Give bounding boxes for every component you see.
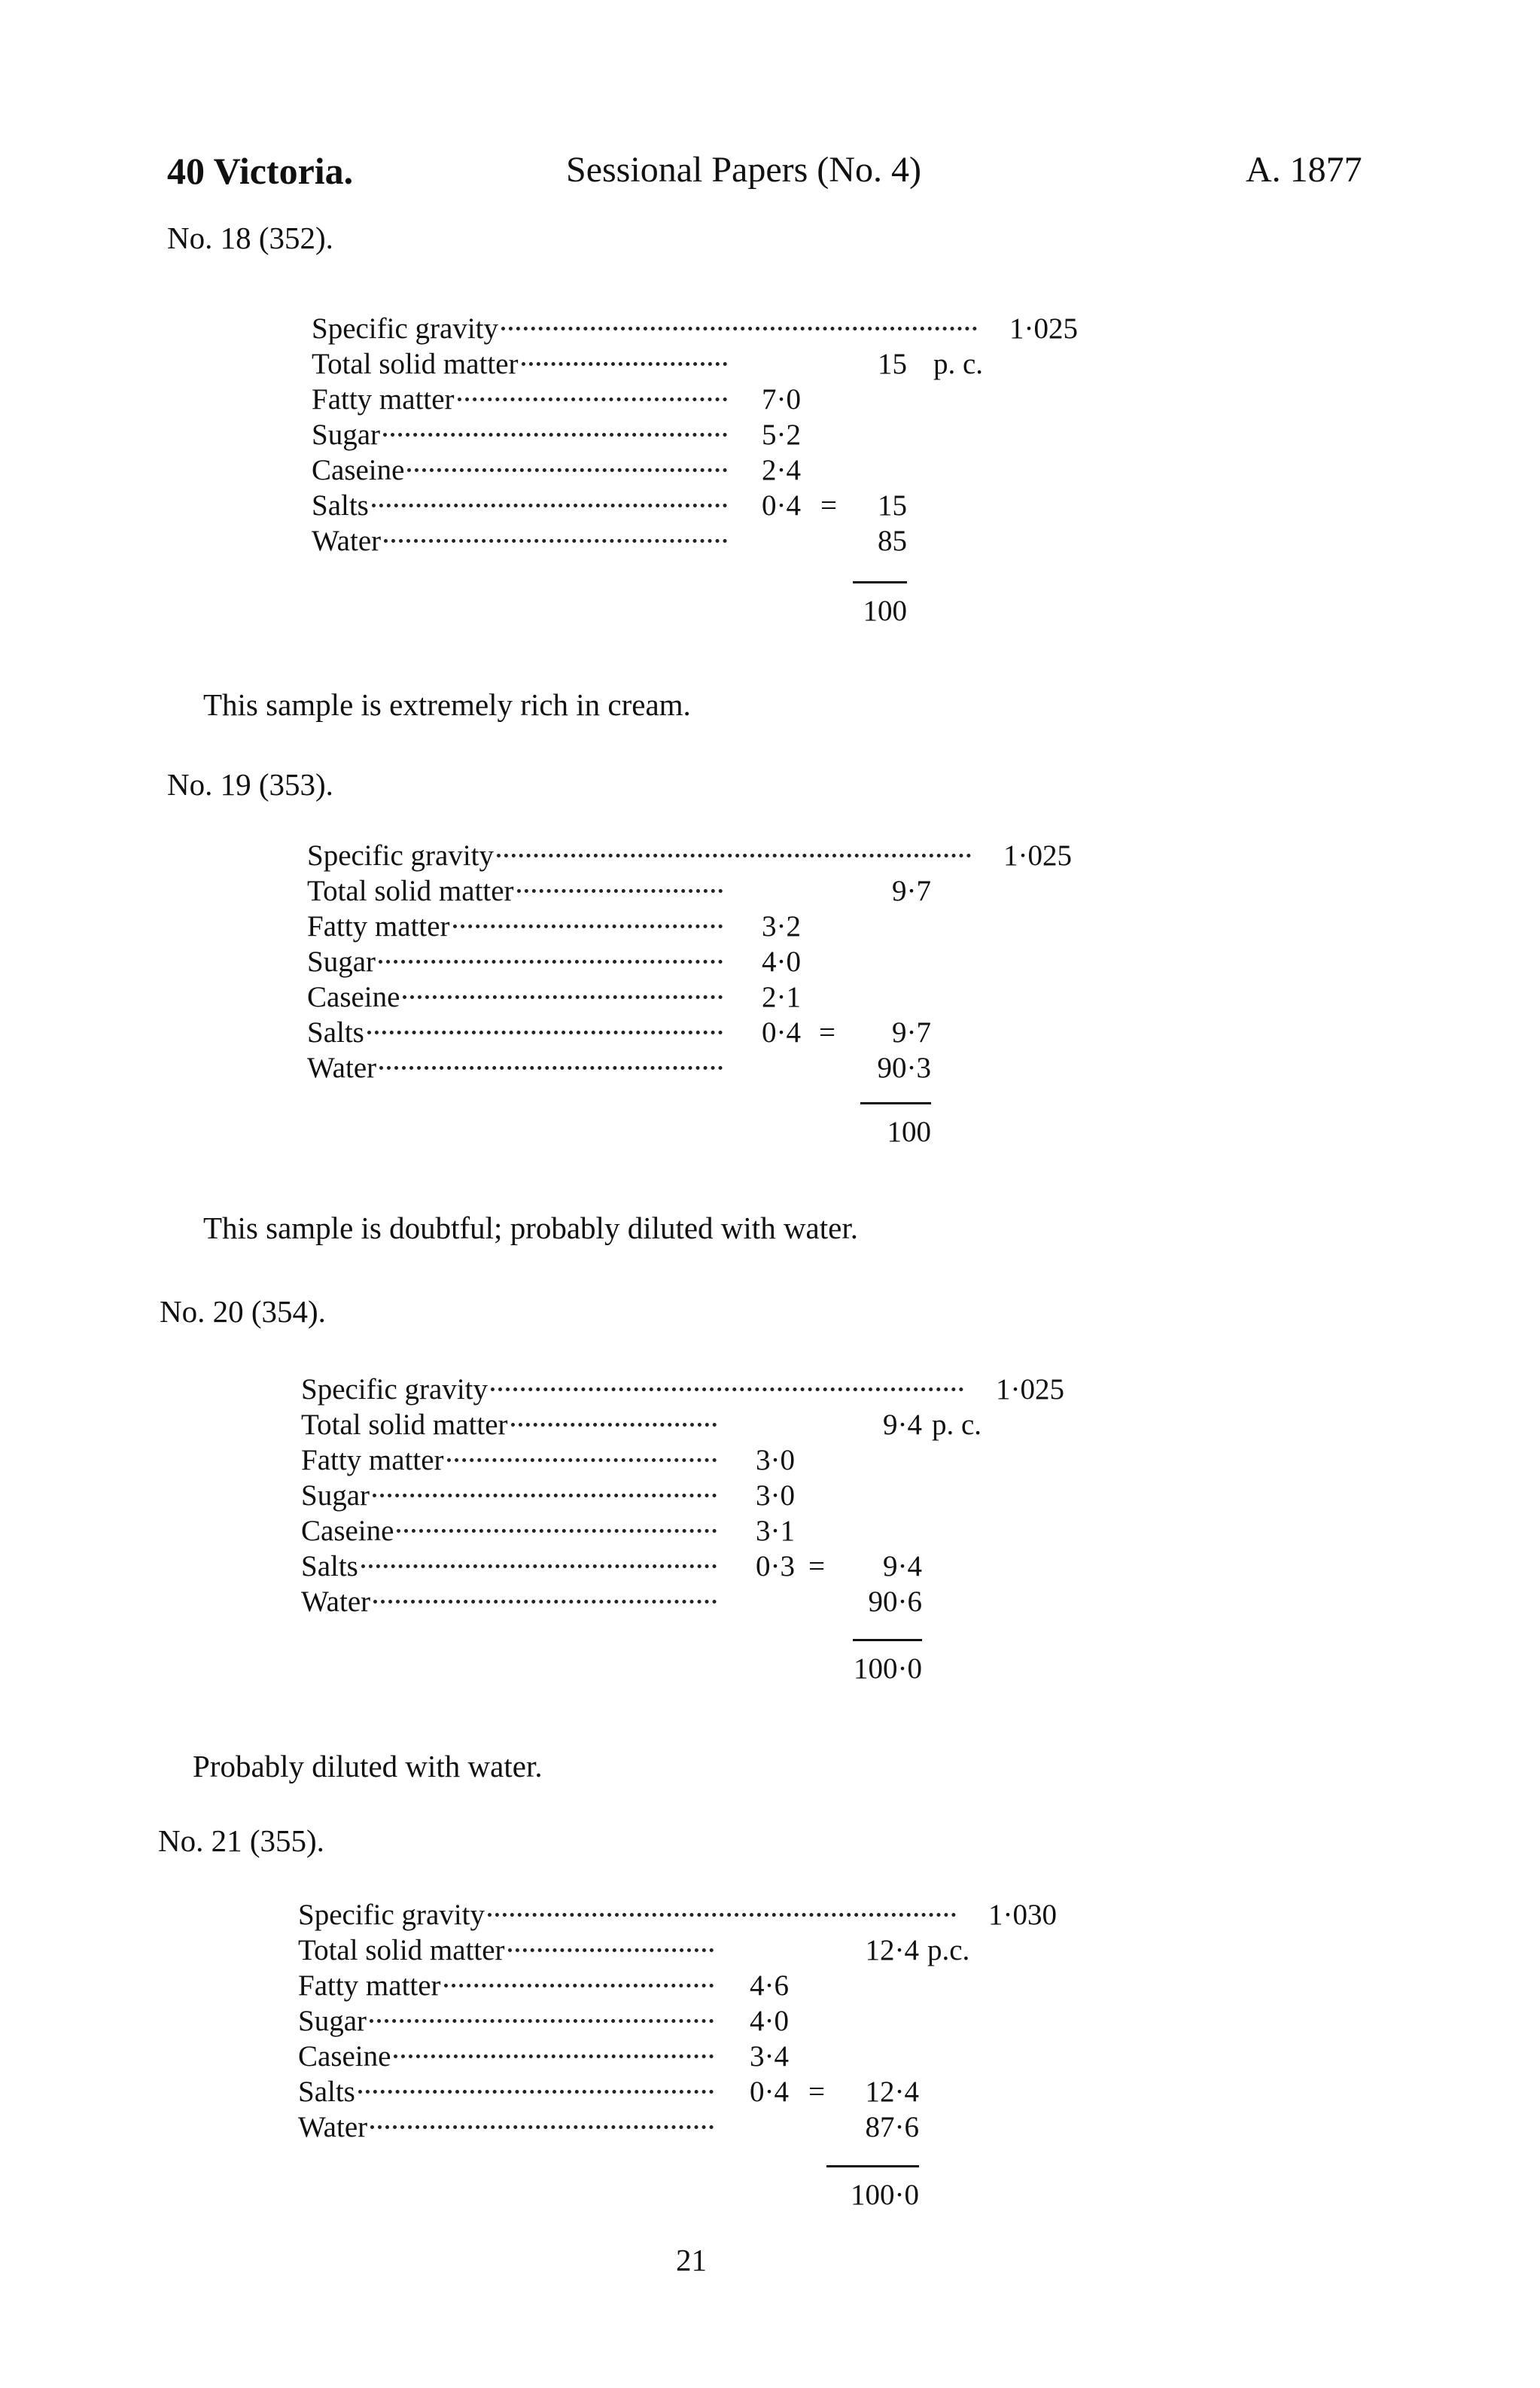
component-value: 3·1	[756, 1515, 795, 1547]
sample-note: This sample is doubtful; probably diluted with water.	[203, 1211, 858, 1245]
component-value: 4·0	[750, 2005, 789, 2037]
leader-dots	[491, 1387, 963, 1391]
sum-rule	[853, 1639, 922, 1641]
component-value: 7·0	[762, 383, 801, 416]
row-label	[298, 1933, 717, 1968]
row-label-text: Sugar	[298, 2005, 367, 2037]
row-label	[307, 944, 726, 979]
row-label-text: Water	[307, 1052, 377, 1084]
total-value: 15	[878, 489, 907, 522]
specific-gravity-value: 1·030	[988, 1899, 1057, 1931]
leader-dots	[397, 1529, 717, 1533]
row-label	[298, 2109, 717, 2145]
sample-title: No. 20 (354).	[160, 1294, 326, 1329]
row-label-text: Sugar	[307, 946, 376, 978]
leader-dots	[373, 1494, 717, 1497]
component-value: 2·1	[762, 981, 801, 1013]
leader-dots	[453, 924, 723, 928]
row-label	[298, 2003, 717, 2039]
leader-dots	[403, 995, 723, 999]
component-value: 3·4	[750, 2040, 789, 2073]
row-label-text: Total solid matter	[301, 1409, 508, 1441]
leader-dots	[372, 504, 727, 507]
row-label	[312, 417, 730, 452]
row-label-text: Specific gravity	[312, 312, 498, 345]
header-right: A. 1877	[1246, 150, 1362, 190]
total-value: 15	[878, 348, 907, 380]
row-label	[312, 523, 730, 559]
sample-title: No. 18 (352).	[167, 221, 333, 255]
row-label-text: Salts	[307, 1016, 364, 1049]
leader-dots	[370, 2125, 714, 2129]
specific-gravity-value: 1·025	[996, 1373, 1064, 1406]
equals-sign: =	[820, 489, 837, 522]
row-label	[312, 311, 980, 346]
leader-dots	[370, 2019, 714, 2023]
total-value: 90·3	[877, 1052, 931, 1084]
row-label	[307, 838, 974, 873]
row-label-text: Specific gravity	[307, 839, 494, 872]
row-label-text: Water	[298, 2111, 368, 2143]
leader-dots	[373, 1600, 717, 1604]
row-label	[301, 1407, 720, 1442]
leader-dots	[384, 539, 727, 543]
equals-sign: =	[808, 1550, 825, 1582]
row-label-text: Water	[301, 1585, 371, 1618]
total-value: 9·7	[892, 1016, 931, 1049]
row-label-text: Caseine	[298, 2040, 391, 2073]
leader-dots	[444, 1984, 714, 1987]
row-label	[298, 2039, 717, 2074]
total-value: 87·6	[865, 2111, 919, 2143]
row-label	[301, 1549, 720, 1584]
sample-note: This sample is extremely rich in cream.	[203, 687, 691, 722]
row-label-text: Water	[312, 525, 382, 557]
leader-dots	[394, 2054, 714, 2058]
row-label	[307, 1050, 726, 1086]
leader-dots	[367, 1031, 723, 1034]
total-value: 9·4	[883, 1550, 922, 1582]
header-left: 40 Victoria.	[167, 150, 354, 192]
sample-title: No. 21 (355).	[158, 1823, 324, 1858]
leader-dots	[407, 468, 727, 472]
row-label-text: Specific gravity	[298, 1899, 485, 1931]
row-label-text: Sugar	[301, 1479, 370, 1512]
sum-value: 100	[863, 595, 907, 627]
sum-value: 100	[887, 1116, 931, 1148]
component-value: 5·2	[762, 419, 801, 451]
total-value: 9·7	[892, 875, 931, 907]
leader-dots	[458, 397, 727, 401]
row-label-text: Salts	[301, 1550, 358, 1582]
leader-dots	[379, 960, 723, 964]
row-label	[312, 346, 730, 382]
total-value: 9·4	[883, 1409, 922, 1441]
leader-dots	[488, 1913, 956, 1917]
leader-dots	[361, 1564, 717, 1568]
page-number: 21	[676, 2243, 707, 2277]
equals-sign: =	[808, 2076, 825, 2108]
component-value: 3·2	[762, 910, 801, 943]
row-label-text: Caseine	[307, 981, 400, 1013]
row-label	[301, 1478, 720, 1513]
row-label	[307, 979, 726, 1015]
row-label	[298, 1897, 959, 1933]
row-label-text: Salts	[298, 2076, 355, 2108]
row-label-text: Fatty matter	[298, 1969, 441, 2002]
component-value: 0·4	[762, 489, 801, 522]
sample-title: No. 19 (353).	[167, 767, 333, 802]
row-label	[298, 1968, 717, 2003]
row-label	[298, 2074, 717, 2109]
row-label	[307, 909, 726, 944]
sum-rule	[826, 2165, 919, 2167]
specific-gravity-value: 1·025	[1003, 839, 1072, 872]
leader-dots	[522, 362, 727, 366]
row-label	[307, 873, 726, 909]
component-value: 0·4	[762, 1016, 801, 1049]
row-label-text: Total solid matter	[312, 348, 519, 380]
leader-dots	[358, 2090, 714, 2094]
component-value: 0·4	[750, 2076, 789, 2108]
component-value: 3·0	[756, 1444, 795, 1476]
sample-note: Probably diluted with water.	[193, 1749, 543, 1783]
sum-value: 100·0	[851, 2179, 919, 2211]
row-label	[301, 1442, 720, 1478]
component-value: 0·3	[756, 1550, 795, 1582]
unit-suffix: p. c.	[933, 348, 984, 380]
row-label-text: Fatty matter	[307, 910, 450, 943]
leader-dots	[508, 1948, 714, 1952]
unit-suffix: p. c.	[932, 1409, 982, 1441]
leader-dots	[511, 1423, 717, 1427]
specific-gravity-value: 1·025	[1009, 312, 1078, 345]
leader-dots	[497, 854, 971, 857]
row-label	[312, 452, 730, 488]
total-value: 90·6	[868, 1585, 922, 1618]
leader-dots	[501, 327, 977, 330]
component-value: 4·0	[762, 946, 801, 978]
row-label-text: Salts	[312, 489, 369, 522]
leader-dots	[517, 889, 723, 893]
leader-dots	[379, 1066, 723, 1070]
row-label-text: Total solid matter	[298, 1934, 505, 1966]
row-label	[301, 1372, 966, 1407]
row-label-text: Fatty matter	[301, 1444, 444, 1476]
leader-dots	[447, 1458, 717, 1462]
total-value: 12·4	[865, 1934, 919, 1966]
row-label-text: Specific gravity	[301, 1373, 488, 1406]
leader-dots	[383, 433, 727, 437]
sum-rule	[853, 581, 907, 583]
row-label	[312, 488, 730, 523]
equals-sign: =	[819, 1016, 835, 1049]
row-label	[301, 1513, 720, 1549]
unit-suffix: p.c.	[927, 1934, 970, 1966]
row-label-text: Caseine	[301, 1515, 394, 1547]
row-label-text: Total solid matter	[307, 875, 514, 907]
row-label	[312, 382, 730, 417]
sum-value: 100·0	[854, 1652, 922, 1685]
row-label-text: Fatty matter	[312, 383, 455, 416]
row-label-text: Caseine	[312, 454, 405, 486]
row-label-text: Sugar	[312, 419, 380, 451]
component-value: 3·0	[756, 1479, 795, 1512]
component-value: 2·4	[762, 454, 801, 486]
total-value: 12·4	[865, 2076, 919, 2108]
row-label	[307, 1015, 726, 1050]
sum-rule	[860, 1102, 931, 1104]
total-value: 85	[878, 525, 907, 557]
row-label	[301, 1584, 720, 1619]
component-value: 4·6	[750, 1969, 789, 2002]
header-center: Sessional Papers (No. 4)	[566, 150, 921, 190]
